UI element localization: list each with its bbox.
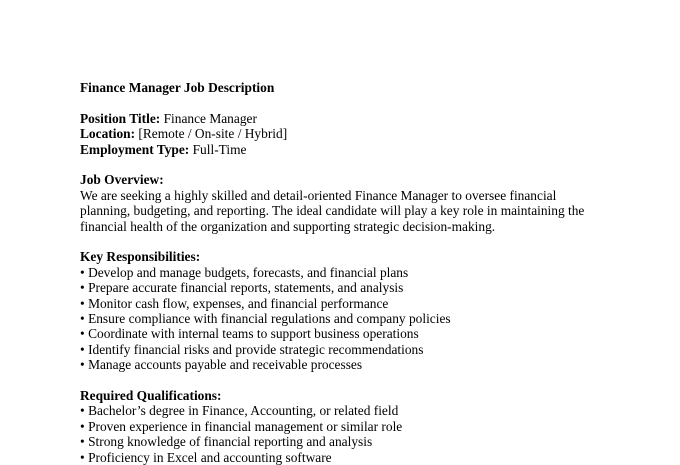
bullet-icon: • [80,341,85,357]
job-overview-body [80,188,660,234]
spacer [80,157,660,172]
responsibilities-list [80,265,660,373]
bullet-icon: • [80,264,85,280]
list-item [80,419,660,434]
list-item-text: Proven experience in financial management or similar role [88,418,403,434]
list-item-text: Monitor cash flow, expenses, and financial performance [88,295,389,311]
field-location [80,126,660,141]
list-item-text: Strong knowledge of financial reporting and analysis [88,434,373,450]
field-label: Employment Type: [80,141,190,157]
field-position-title [80,111,660,126]
list-item [80,265,660,280]
bullet-icon: • [80,403,85,419]
list-item [80,403,660,418]
document-page [80,80,660,465]
spacer [80,234,660,249]
spacer [80,373,660,388]
list-item-text: Coordinate with internal teams to support business operations [88,326,419,342]
field-value: Finance Manager [163,110,257,126]
responsibilities-heading: Key Responsibilities: [80,249,201,265]
list-item-text: Develop and manage budgets, forecasts, and financial plans [88,264,409,280]
bullet-icon: • [80,449,85,465]
field-employment-type [80,142,660,157]
field-value: Full-Time [192,141,247,157]
qualifications-list [80,403,660,465]
field-label: Location: [80,126,136,142]
list-item [80,296,660,311]
list-item [80,357,660,372]
list-item-text: Proficiency in Excel and accounting software [88,449,332,465]
overview-line: financial health of the organization and supporting strategic decision-making. [80,218,496,234]
list-item-text: Bachelor’s degree in Finance, Accounting, or related field [88,403,399,419]
qualifications-heading: Required Qualifications: [80,388,222,404]
bullet-icon: • [80,311,85,327]
list-item [80,434,660,449]
bullet-icon: • [80,357,85,373]
list-item-text: Manage accounts payable and receivable processes [88,357,363,373]
list-item [80,326,660,341]
spacer [80,95,660,110]
document-title: Finance Manager Job Description [80,80,275,95]
list-item-text: Prepare accurate financial reports, statements, and analysis [88,280,404,296]
list-item [80,311,660,326]
bullet-icon: • [80,434,85,450]
overview-line: We are seeking a highly skilled and detail-oriented Finance Manager to oversee financial [80,187,557,203]
overview-line: planning, budgeting, and reporting. The ideal candidate will play a key role in maintaining the [80,203,585,219]
list-item-text: Ensure compliance with financial regulations and company policies [88,311,451,327]
list-item [80,280,660,295]
bullet-icon: • [80,326,85,342]
bullet-icon: • [80,418,85,434]
list-item [80,342,660,357]
bullet-icon: • [80,280,85,296]
field-value: [Remote / On-site / Hybrid] [138,126,288,142]
field-label: Position Title: [80,110,161,126]
job-overview-heading: Job Overview: [80,172,164,188]
list-item-text: Identify financial risks and provide strategic recommendations [88,341,424,357]
bullet-icon: • [80,295,85,311]
list-item [80,450,660,465]
